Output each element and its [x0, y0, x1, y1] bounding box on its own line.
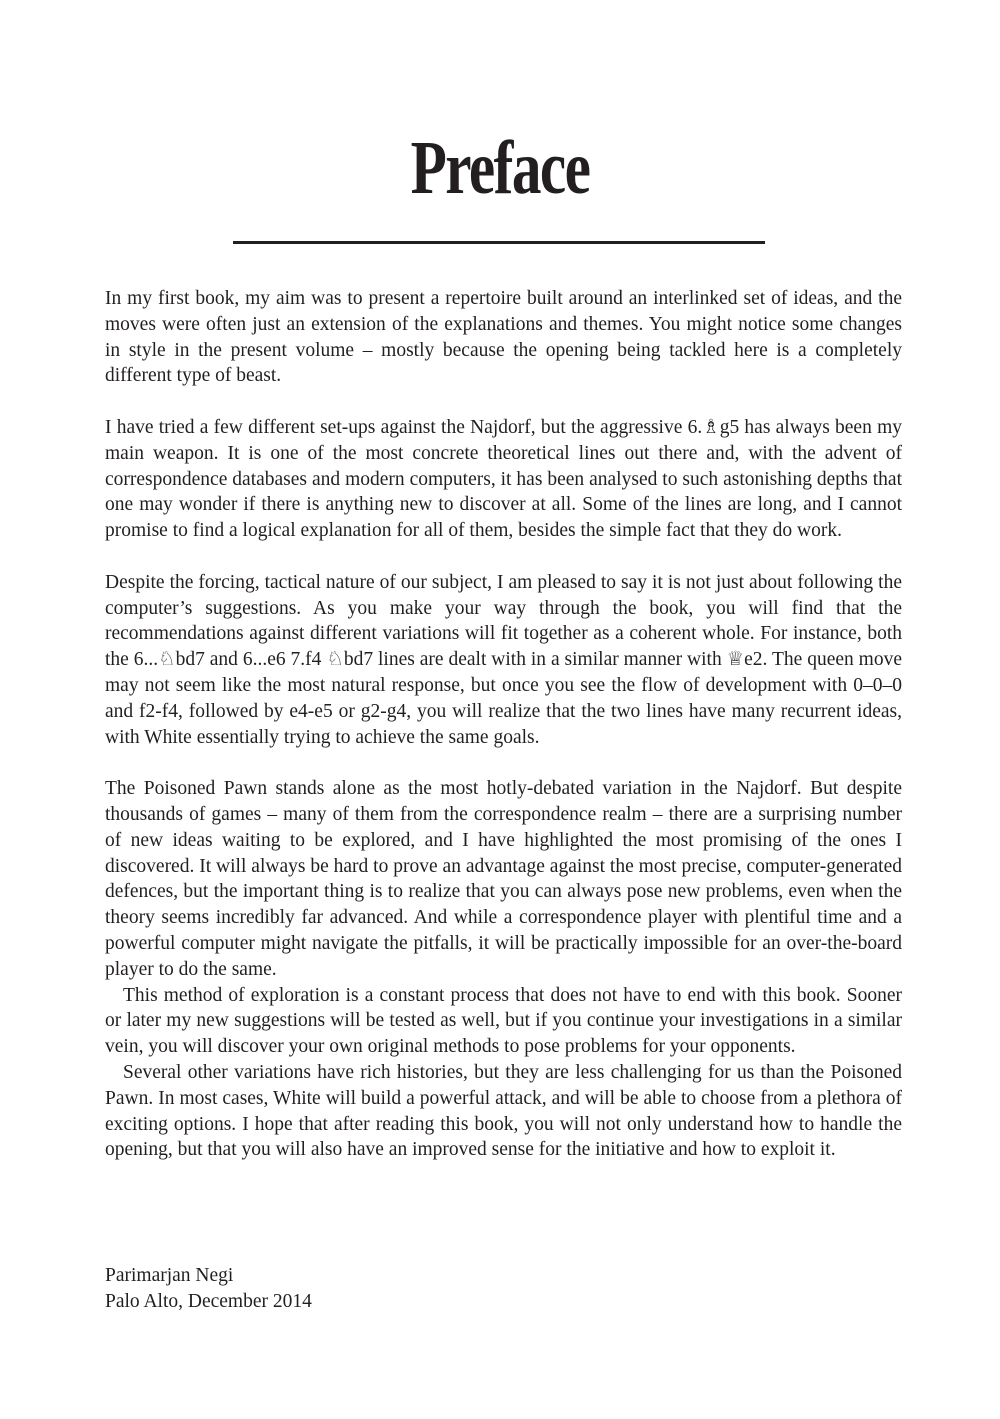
paragraph: This method of exploration is a constant process that does not have to end with this book. Sooner or later my new suggestions will be tested as well, but if you continue your investigations in a similar vein, you will discover your own original methods to pose problems for your opponents. [105, 984, 902, 1058]
title-rule [233, 241, 765, 244]
author-name: Parimarjan Negi [105, 1265, 234, 1286]
page-title: Preface [410, 126, 590, 210]
paragraph: In my first book, my aim was to present a repertoire built around an interlinked set of ideas, and the moves were often just an extension of the explanations and themes. You might notice some changes in style in the present volume – mostly because the opening being tackled here is a completely different type of beast. [105, 288, 902, 387]
paragraph: Despite the forcing, tactical nature of our subject, I am pleased to say it is not just about following the computer’s suggestions. As you make your way through the book, you will find that the recommendations against different variations will fit together as a coherent whole. For instance, both the 6...♘bd7 and 6...e6 7.f4 ♘bd7 lines are dealt with in a similar manner with ♕e2. The queen move may not seem like the most natural response, but once you see the flow of development with 0–0–0 and f2-f4, followed by e4-e5 or g2-g4, you will realize that the two lines have many recurrent ideas, with White essentially trying to achieve the same goals. [105, 571, 902, 748]
signature-block [105, 1263, 312, 1315]
paragraph: Several other variations have rich histories, but they are less challenging for us than the Poisoned Pawn. In most cases, White will build a powerful attack, and will be able to choose from a plethora of exciting options. I hope that after reading this book, you will not only understand how to handle the opening, but that you will also have an improved sense for the initiative and how to exploit it. [105, 1061, 902, 1161]
paragraph: The Poisoned Pawn stands alone as the most hotly-debated variation in the Najdorf. But despite thousands of games – many of them from the correspondence realm – there are a surprising number of new ideas waiting to be explored, and I have highlighted the most promising of the ones I discovered. It will always be hard to prove an advantage against the most precise, computer-generated defences, but the important thing is to realize that you can always pose new problems, even when the theory seems incredibly far advanced. And while a correspondence player with plentiful time and a powerful computer might navigate the pitfalls, it will be practically impossible for an over-the-board player to do the same. [105, 778, 902, 980]
preface-body [105, 286, 902, 1163]
paragraph: I have tried a few different set-ups against the Najdorf, but the aggressive 6.♗g5 has always been my main weapon. It is one of the most concrete theoretical lines out there and, with the advent of correspondence databases and modern computers, it has been analysed to such astonishing depths that one may wonder if there is anything new to discover at all. Some of the lines are long, and I cannot promise to find a logical explanation for all of them, besides the simple fact that they do work. [105, 416, 902, 542]
place-date: Palo Alto, December 2014 [105, 1290, 312, 1312]
